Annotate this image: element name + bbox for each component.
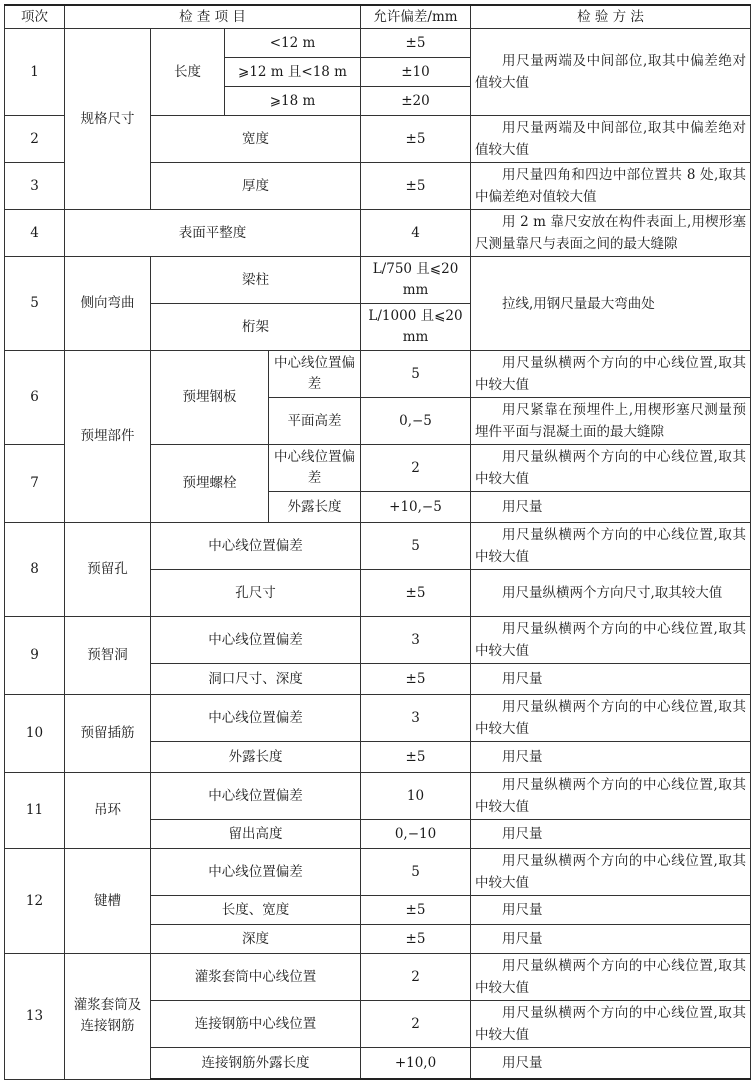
method-cell: 用尺量两端及中间部位,取其中偏差绝对值较大值 <box>471 116 751 163</box>
spec-cell: ⩾18 m <box>225 87 361 116</box>
sub-embedded-plate: 预埋钢板 <box>151 351 269 445</box>
method-cell: 用尺量纵横两个方向的中心线位置,取其中较大值 <box>471 849 751 896</box>
sub-length: 长度 <box>151 29 225 116</box>
table-row <box>5 29 751 58</box>
spec-cell: ⩾12 m 且<18 m <box>225 58 361 87</box>
item-cell: 中心线位置偏差 <box>269 445 361 492</box>
header-tolerance: 允许偏差/mm <box>361 5 471 29</box>
table-row <box>5 617 751 664</box>
item-cell: 宽度 <box>151 116 361 163</box>
item-no: 2 <box>5 116 65 163</box>
method-cell: 用尺量 <box>471 1048 751 1080</box>
tolerance-cell: 5 <box>361 523 471 570</box>
table-row <box>5 210 751 257</box>
method-cell: 用尺量 <box>471 896 751 925</box>
item-cell: 中心线位置偏差 <box>151 849 361 896</box>
method-cell: 用尺量四角和四边中部位置共 8 处,取其中偏差绝对值较大值 <box>471 163 751 210</box>
tolerance-cell: ±20 <box>361 87 471 116</box>
tolerance-cell: 5 <box>361 849 471 896</box>
group-key-groove: 键槽 <box>65 849 151 954</box>
item-no: 1 <box>5 29 65 116</box>
item-cell: 表面平整度 <box>65 210 361 257</box>
method-cell: 用尺量纵横两个方向的中心线位置,取其中较大值 <box>471 695 751 742</box>
item-no: 7 <box>5 445 65 523</box>
group-spec-size: 规格尺寸 <box>65 29 151 210</box>
table-row <box>5 954 751 1001</box>
tolerance-cell: ±5 <box>361 570 471 617</box>
group-reserved-hole: 预留孔 <box>65 523 151 617</box>
item-cell: 洞口尺寸、深度 <box>151 664 361 695</box>
item-no: 5 <box>5 257 65 351</box>
group-side-bending: 侧向弯曲 <box>65 257 151 351</box>
item-cell: 长度、宽度 <box>151 896 361 925</box>
method-cell: 用尺紧靠在预埋件上,用楔形塞尺测量预埋件平面与混凝土面的最大缝隙 <box>471 398 751 445</box>
header-row <box>5 5 751 29</box>
method-cell: 用尺量纵横两个方向的中心线位置,取其中较大值 <box>471 617 751 664</box>
item-no: 11 <box>5 773 65 849</box>
tolerance-cell: ±5 <box>361 163 471 210</box>
item-cell: 桁架 <box>151 304 361 351</box>
tolerance-cell: ±5 <box>361 664 471 695</box>
tolerance-table <box>4 4 751 1080</box>
table-row <box>5 257 751 304</box>
tolerance-cell: 2 <box>361 954 471 1001</box>
item-cell: 留出高度 <box>151 820 361 849</box>
tolerance-cell: ±5 <box>361 29 471 58</box>
item-cell: 中心线位置偏差 <box>269 351 361 398</box>
method-cell: 用尺量纵横两个方向的中心线位置,取其中较大值 <box>471 351 751 398</box>
tolerance-cell: 5 <box>361 351 471 398</box>
tolerance-cell: ±5 <box>361 896 471 925</box>
table-row <box>5 351 751 398</box>
sub-embedded-bolt: 预埋螺栓 <box>151 445 269 523</box>
method-cell: 用尺量纵横两个方向的中心线位置,取其中较大值 <box>471 1001 751 1048</box>
tolerance-cell: ±5 <box>361 116 471 163</box>
item-cell: 孔尺寸 <box>151 570 361 617</box>
tolerance-cell: ±5 <box>361 742 471 773</box>
spec-cell: <12 m <box>225 29 361 58</box>
item-cell: 中心线位置偏差 <box>151 617 361 664</box>
method-cell: 用尺量纵横两个方向的中心线位置,取其中较大值 <box>471 954 751 1001</box>
method-cell: 用尺量 <box>471 820 751 849</box>
item-cell: 外露长度 <box>269 492 361 523</box>
table-row <box>5 849 751 896</box>
item-no: 10 <box>5 695 65 773</box>
method-cell: 用尺量纵横两个方向的中心线位置,取其中较大值 <box>471 773 751 820</box>
tolerance-cell: 4 <box>361 210 471 257</box>
item-cell: 深度 <box>151 925 361 954</box>
item-no: 4 <box>5 210 65 257</box>
group-embedded-parts: 预埋部件 <box>65 351 151 523</box>
tolerance-cell: L/750 且⩽20 mm <box>361 257 471 304</box>
group-reserved-dowel: 预留插筋 <box>65 695 151 773</box>
item-cell: 外露长度 <box>151 742 361 773</box>
header-item-no: 项次 <box>5 5 65 29</box>
item-no: 3 <box>5 163 65 210</box>
tolerance-cell: ±10 <box>361 58 471 87</box>
method-cell: 用 2 m 靠尺安放在构件表面上,用楔形塞尺测量靠尺与表面之间的最大缝隙 <box>471 210 751 257</box>
item-cell: 厚度 <box>151 163 361 210</box>
group-reserved-opening: 预智洞 <box>65 617 151 695</box>
method-cell: 用尺量纵横两个方向尺寸,取其较大值 <box>471 570 751 617</box>
item-cell: 梁柱 <box>151 257 361 304</box>
table-row <box>5 523 751 570</box>
header-method: 检 验 方 法 <box>471 5 751 29</box>
item-no: 12 <box>5 849 65 954</box>
item-cell: 灌浆套筒中心线位置 <box>151 954 361 1001</box>
item-cell: 中心线位置偏差 <box>151 695 361 742</box>
group-lifting-ring: 吊环 <box>65 773 151 849</box>
tolerance-cell: 2 <box>361 445 471 492</box>
tolerance-cell: L/1000 且⩽20 mm <box>361 304 471 351</box>
table-row <box>5 773 751 820</box>
method-cell: 用尺量 <box>471 925 751 954</box>
method-cell: 用尺量纵横两个方向的中心线位置,取其中较大值 <box>471 445 751 492</box>
item-cell: 中心线位置偏差 <box>151 773 361 820</box>
header-inspection-item: 检 查 项 目 <box>65 5 361 29</box>
item-no: 13 <box>5 954 65 1080</box>
method-cell: 用尺量纵横两个方向的中心线位置,取其中较大值 <box>471 523 751 570</box>
item-no: 6 <box>5 351 65 445</box>
tolerance-cell: 2 <box>361 1001 471 1048</box>
tolerance-cell: 0,−10 <box>361 820 471 849</box>
method-cell: 拉线,用钢尺量最大弯曲处 <box>471 257 751 351</box>
tolerance-cell: 0,−5 <box>361 398 471 445</box>
item-cell: 中心线位置偏差 <box>151 523 361 570</box>
item-cell: 连接钢筋外露长度 <box>151 1048 361 1080</box>
tolerance-cell: +10,−5 <box>361 492 471 523</box>
item-cell: 连接钢筋中心线位置 <box>151 1001 361 1048</box>
tolerance-cell: 3 <box>361 617 471 664</box>
method-cell: 用尺量两端及中间部位,取其中偏差绝对值较大值 <box>471 29 751 116</box>
item-no: 8 <box>5 523 65 617</box>
method-cell: 用尺量 <box>471 742 751 773</box>
item-no: 9 <box>5 617 65 695</box>
item-cell: 平面高差 <box>269 398 361 445</box>
table-row <box>5 695 751 742</box>
tolerance-cell: 3 <box>361 695 471 742</box>
method-cell: 用尺量 <box>471 664 751 695</box>
method-cell: 用尺量 <box>471 492 751 523</box>
group-grout-sleeve: 灌浆套筒及连接钢筋 <box>65 954 151 1080</box>
tolerance-cell: ±5 <box>361 925 471 954</box>
tolerance-cell: +10,0 <box>361 1048 471 1080</box>
tolerance-cell: 10 <box>361 773 471 820</box>
